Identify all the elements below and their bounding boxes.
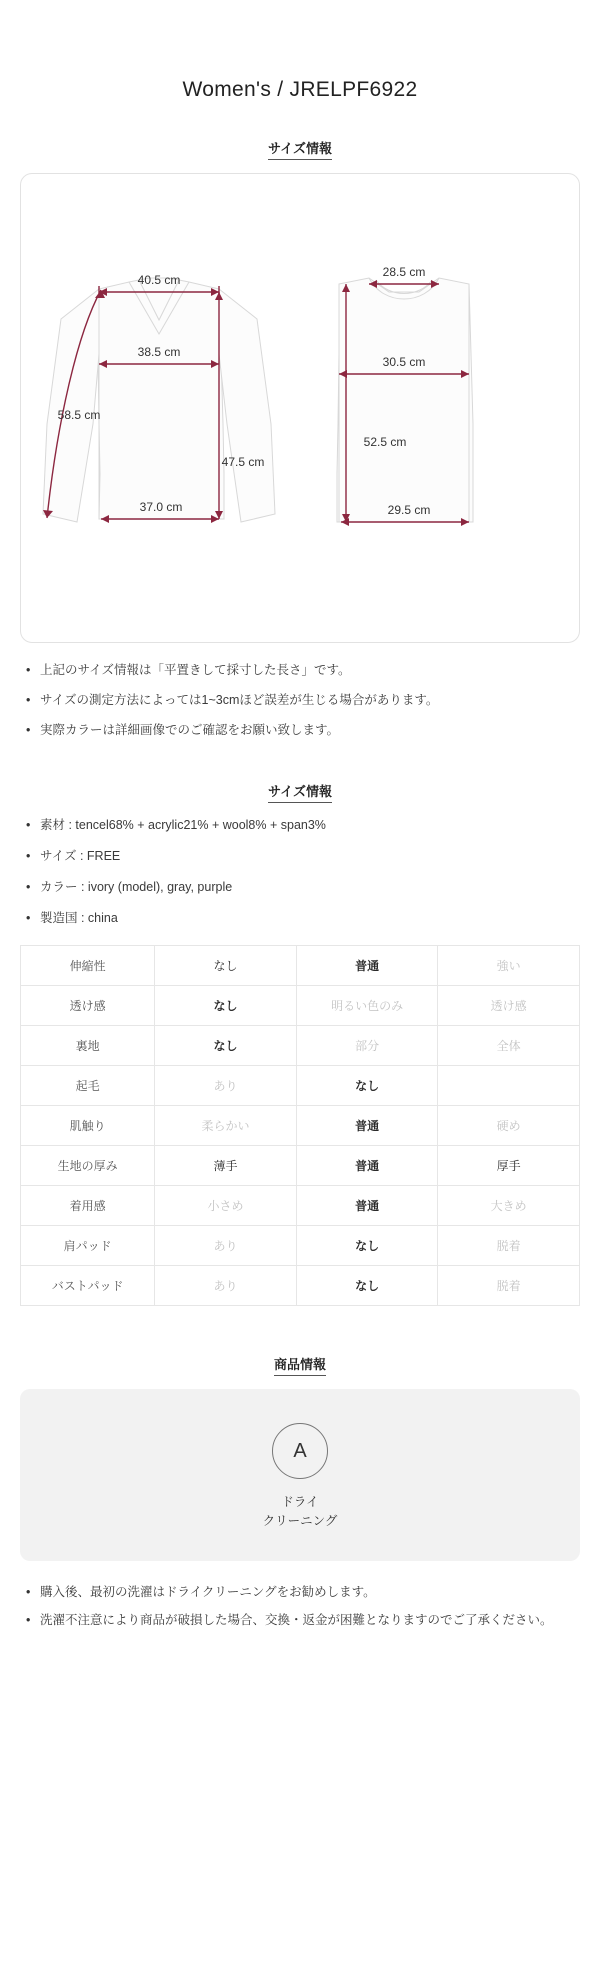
attr-option: 透け感 bbox=[438, 986, 580, 1026]
attr-label: 裏地 bbox=[21, 1026, 155, 1066]
back-shoulder-value: 28.5 cm bbox=[382, 265, 426, 279]
attr-label: 着用感 bbox=[21, 1186, 155, 1226]
front-shoulder-value: 40.5 cm bbox=[137, 273, 181, 287]
dry-clean-icon bbox=[272, 1423, 328, 1479]
attr-option: なし bbox=[155, 1026, 297, 1066]
attr-label: 透け感 bbox=[21, 986, 155, 1026]
size-diagram-svg bbox=[21, 174, 579, 642]
spec-heading-label: サイズ情報 bbox=[268, 784, 332, 803]
front-hem-value: 37.0 cm bbox=[139, 500, 183, 514]
back-garment-illustration bbox=[337, 278, 473, 522]
size-diagram-box bbox=[20, 173, 580, 643]
attr-option: なし bbox=[296, 1266, 438, 1306]
table-row bbox=[21, 1186, 580, 1226]
page-title: Women's / JRELPF6922 bbox=[182, 78, 418, 101]
attr-option: 強い bbox=[438, 946, 580, 986]
care-note: • 購入後、最初の洗濯はドライクリーニングをお勧めします。 bbox=[20, 1583, 580, 1602]
product-info-section bbox=[20, 1354, 580, 1630]
attr-option: 脱着 bbox=[438, 1266, 580, 1306]
attr-option: 明るい色のみ bbox=[296, 986, 438, 1026]
attr-option: 普通 bbox=[296, 1106, 438, 1146]
spec-item-size: • サイズ : FREE bbox=[20, 847, 580, 866]
back-length-value: 52.5 cm bbox=[363, 435, 407, 449]
attribute-table bbox=[20, 945, 580, 1306]
attr-option: なし bbox=[296, 1226, 438, 1266]
attr-label: 肩パッド bbox=[21, 1226, 155, 1266]
care-label bbox=[20, 1493, 580, 1531]
attr-option: なし bbox=[296, 1066, 438, 1106]
size-notes-list bbox=[20, 661, 580, 739]
attr-option: なし bbox=[155, 946, 297, 986]
attr-option: 薄手 bbox=[155, 1146, 297, 1186]
table-row bbox=[21, 1066, 580, 1106]
attr-option: 部分 bbox=[296, 1026, 438, 1066]
front-garment-illustration bbox=[43, 278, 275, 522]
attr-option bbox=[438, 1066, 580, 1106]
attr-option: 厚手 bbox=[438, 1146, 580, 1186]
spec-item-color: • カラー : ivory (model), gray, purple bbox=[20, 878, 580, 897]
table-row bbox=[21, 986, 580, 1026]
spec-section bbox=[20, 781, 580, 927]
attr-option: あり bbox=[155, 1066, 297, 1106]
attr-label: 伸縮性 bbox=[21, 946, 155, 986]
dry-clean-symbol: A bbox=[293, 1439, 307, 1462]
attr-label: 起毛 bbox=[21, 1066, 155, 1106]
attr-option: 普通 bbox=[296, 1186, 438, 1226]
attr-option: 普通 bbox=[296, 1146, 438, 1186]
size-info-heading bbox=[20, 138, 580, 157]
spec-item-origin: • 製造国 : china bbox=[20, 909, 580, 928]
attr-label: 生地の厚み bbox=[21, 1146, 155, 1186]
attr-option: あり bbox=[155, 1266, 297, 1306]
table-row bbox=[21, 1026, 580, 1066]
attr-option: 全体 bbox=[438, 1026, 580, 1066]
attr-option: 大きめ bbox=[438, 1186, 580, 1226]
spec-heading bbox=[20, 781, 580, 800]
spec-item-material: • 素材 : tencel68% + acrylic21% + wool8% + span3% bbox=[20, 816, 580, 835]
attr-option: 硬め bbox=[438, 1106, 580, 1146]
product-info-heading bbox=[20, 1354, 580, 1373]
table-row bbox=[21, 1106, 580, 1146]
front-sleeve-value: 58.5 cm bbox=[57, 408, 101, 422]
attr-option: あり bbox=[155, 1226, 297, 1266]
attr-option: 柔らかい bbox=[155, 1106, 297, 1146]
product-info-heading-label: 商品情報 bbox=[274, 1357, 326, 1376]
attr-option: 脱着 bbox=[438, 1226, 580, 1266]
table-row bbox=[21, 1266, 580, 1306]
spec-list bbox=[20, 816, 580, 927]
attr-option: 小さめ bbox=[155, 1186, 297, 1226]
attr-label: バストパッド bbox=[21, 1266, 155, 1306]
back-shoulder-measure bbox=[369, 265, 439, 288]
attr-option: なし bbox=[155, 986, 297, 1026]
size-note: • サイズの測定方法によっては1~3cmほど誤差が生じる場合があります。 bbox=[20, 691, 580, 710]
care-notes-list bbox=[20, 1583, 580, 1631]
attr-option: 普通 bbox=[296, 946, 438, 986]
table-row bbox=[21, 946, 580, 986]
front-bust-value: 38.5 cm bbox=[137, 345, 181, 359]
front-length-value: 47.5 cm bbox=[221, 455, 265, 469]
size-info-heading-label: サイズ情報 bbox=[268, 141, 332, 160]
size-note: • 実際カラーは詳細画像でのご確認をお願い致します。 bbox=[20, 721, 580, 740]
back-bust-value: 30.5 cm bbox=[382, 355, 426, 369]
size-note: • 上記のサイズ情報は「平置きして採寸した長さ」です。 bbox=[20, 661, 580, 680]
care-label-line2: クリーニング bbox=[262, 1514, 338, 1528]
care-label-line1: ドライ bbox=[281, 1495, 319, 1510]
back-hem-value: 29.5 cm bbox=[387, 503, 431, 517]
table-row bbox=[21, 1146, 580, 1186]
care-instruction-box bbox=[20, 1389, 580, 1561]
table-row bbox=[21, 1226, 580, 1266]
attr-label: 肌触り bbox=[21, 1106, 155, 1146]
care-note: • 洗濯不注意により商品が破損した場合、交換・返金が困難となりますのでご了承ください。 bbox=[20, 1611, 580, 1630]
